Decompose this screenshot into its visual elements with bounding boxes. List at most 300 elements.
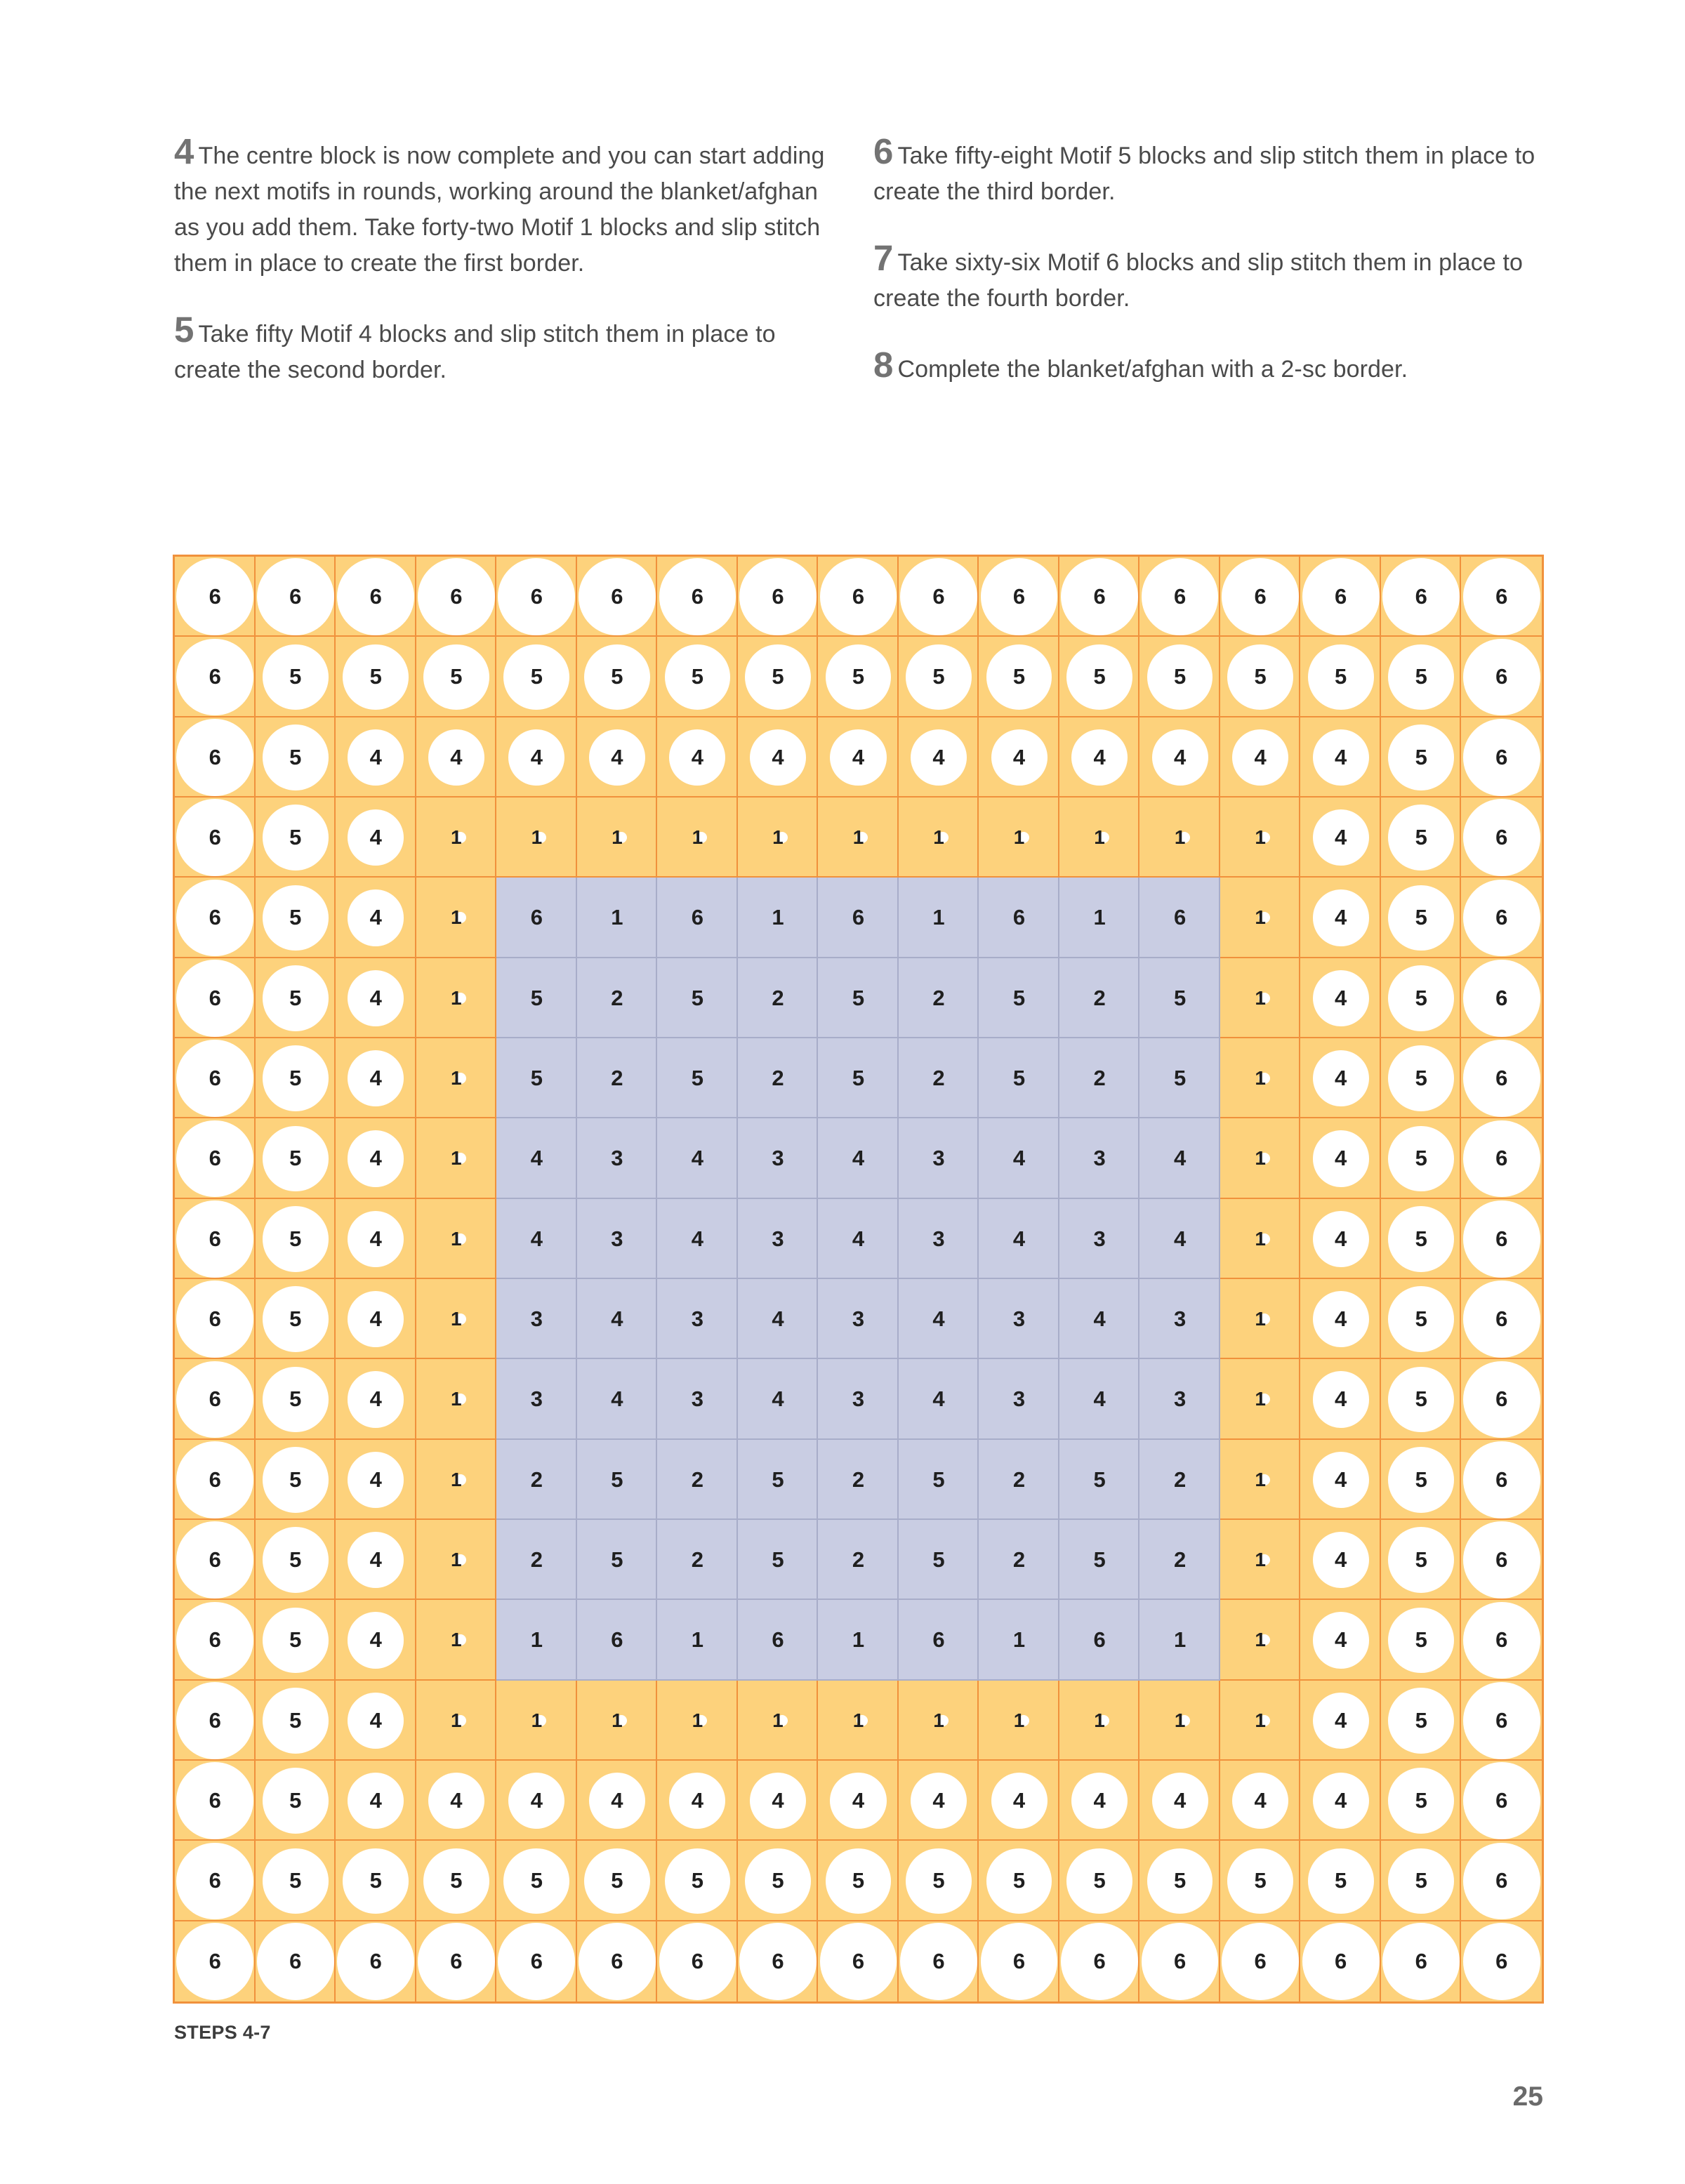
motif-number: 4: [830, 729, 886, 786]
motif-number: 6: [176, 558, 253, 635]
motif-number: 5: [1388, 1206, 1454, 1272]
motif-number: 5: [1147, 644, 1213, 710]
motif-number: 6: [1463, 1762, 1540, 1839]
motif-cell: [1381, 1520, 1462, 1600]
step-number: 7: [873, 238, 894, 278]
motif-number: 6: [176, 1361, 253, 1438]
motif-cell: [657, 958, 738, 1038]
motif-cell: [738, 958, 819, 1038]
motif-number: 6: [1463, 1521, 1540, 1599]
motif-number: 4: [991, 729, 1048, 786]
motif-cell: [256, 1841, 336, 1921]
motif-cell: [416, 1600, 497, 1680]
motif-cell: [899, 1038, 979, 1118]
motif-number: 5: [1388, 1608, 1454, 1674]
motif-cell: [175, 1841, 256, 1921]
motif-number: 6: [1382, 558, 1460, 635]
motif-cell: [175, 1520, 256, 1600]
motif-number: 4: [508, 1773, 564, 1829]
motif-cell: [496, 958, 577, 1038]
motif-cell: [1381, 1681, 1462, 1761]
motif-cell: [175, 637, 256, 717]
motif-number: 6: [176, 1120, 253, 1198]
motif-number: 4: [1313, 809, 1369, 866]
motif-cell: [1220, 798, 1301, 878]
motif-number: 4: [691, 1226, 704, 1251]
motif-number: 5: [1147, 1848, 1213, 1914]
motif-cell: [1461, 557, 1542, 637]
motif-cell: [738, 1520, 819, 1600]
motif-number: 6: [579, 558, 656, 635]
motif-cell: [336, 1681, 416, 1761]
motif-number: 3: [611, 1226, 623, 1251]
motif-number: 6: [176, 1040, 253, 1117]
motif-number: 5: [263, 885, 329, 951]
motif-cell: [899, 1921, 979, 2001]
motif-cell: [175, 1600, 256, 1680]
motif-cell: [899, 1199, 979, 1279]
motif-number: 1: [1094, 1709, 1105, 1731]
motif-cell: [1461, 1440, 1542, 1520]
motif-number: 1: [451, 1388, 462, 1410]
motif-cell: [818, 1279, 899, 1359]
motif-cell: [738, 1199, 819, 1279]
motif-number: 5: [691, 1066, 704, 1091]
motif-number: 1: [530, 1627, 543, 1653]
motif-number: 5: [1388, 1286, 1454, 1352]
motif-cell: [979, 1761, 1059, 1841]
motif-cell: [1461, 717, 1542, 798]
motif-cell: [979, 958, 1059, 1038]
motif-number: 1: [933, 826, 944, 849]
motif-cell: [1139, 1520, 1220, 1600]
motif-cell: [899, 1440, 979, 1520]
motif-number: 5: [263, 1848, 329, 1914]
motif-cell: [1059, 1761, 1140, 1841]
motif-number: 6: [1463, 1441, 1540, 1518]
motif-number: 1: [772, 1709, 784, 1731]
motif-number: 4: [348, 889, 404, 946]
motif-cell: [818, 1681, 899, 1761]
motif-cell: [1381, 798, 1462, 878]
motif-cell: [336, 1921, 416, 2001]
motif-number: 5: [932, 1547, 945, 1573]
step-4: [174, 131, 848, 282]
motif-number: 6: [176, 799, 253, 876]
motif-cell: [496, 557, 577, 637]
motif-cell: [979, 637, 1059, 717]
motif-number: 6: [1463, 1602, 1540, 1679]
motif-cell: [657, 717, 738, 798]
motif-number: 1: [1255, 1067, 1266, 1090]
motif-cell: [899, 637, 979, 717]
page-number: 25: [1512, 2082, 1543, 2112]
motif-number: 3: [1012, 1386, 1026, 1412]
motif-number: 6: [1093, 1627, 1106, 1653]
motif-cell: [1381, 1440, 1462, 1520]
motif-number: 3: [1093, 1226, 1106, 1251]
motif-cell: [175, 1359, 256, 1439]
motif-number: 1: [451, 1067, 462, 1090]
motif-cell: [818, 1520, 899, 1600]
motif-cell: [738, 798, 819, 878]
motif-number: 1: [1173, 1627, 1187, 1653]
motif-number: 4: [691, 1146, 704, 1171]
motif-number: 6: [852, 905, 865, 930]
motif-number: 6: [176, 1762, 253, 1839]
motif-cell: [899, 878, 979, 958]
motif-cell: [256, 1681, 336, 1761]
motif-cell: [416, 798, 497, 878]
motif-cell: [256, 1279, 336, 1359]
motif-number: 6: [1222, 558, 1299, 635]
motif-number: 4: [348, 1371, 404, 1427]
motif-cell: [1220, 1681, 1301, 1761]
motif-cell: [1300, 798, 1381, 878]
motif-cell: [336, 1841, 416, 1921]
motif-cell: [1139, 878, 1220, 958]
motif-number: 6: [739, 1923, 817, 2000]
motif-number: 4: [611, 1306, 623, 1332]
motif-cell: [1300, 1921, 1381, 2001]
motif-cell: [1139, 1118, 1220, 1198]
motif-number: 6: [1463, 1682, 1540, 1759]
motif-cell: [1139, 1199, 1220, 1279]
motif-cell: [1059, 1681, 1140, 1761]
motif-number: 5: [665, 1848, 731, 1914]
motif-cell: [336, 1279, 416, 1359]
motif-number: 1: [1255, 1629, 1266, 1651]
motif-number: 1: [1255, 1468, 1266, 1490]
motif-cell: [256, 717, 336, 798]
motif-cell: [1381, 878, 1462, 958]
motif-number: 4: [1313, 889, 1369, 946]
motif-cell: [336, 878, 416, 958]
motif-cell: [1220, 1921, 1301, 2001]
motif-cell: [738, 1841, 819, 1921]
motif-number: 4: [348, 1452, 404, 1508]
motif-number: 5: [263, 1447, 329, 1513]
motif-number: 4: [589, 729, 645, 786]
motif-number: 6: [1302, 1923, 1380, 2000]
motif-cell: [1381, 1199, 1462, 1279]
motif-cell: [416, 1841, 497, 1921]
motif-number: 4: [1071, 1773, 1128, 1829]
motif-cell: [336, 798, 416, 878]
motif-number: 1: [451, 1549, 462, 1571]
motif-number: 5: [772, 1467, 784, 1492]
motif-cell: [416, 1440, 497, 1520]
motif-number: 6: [659, 1923, 736, 2000]
motif-cell: [336, 1359, 416, 1439]
motif-number: 3: [691, 1306, 704, 1332]
instructions-right-column: [873, 131, 1547, 422]
motif-number: 5: [1173, 1066, 1187, 1091]
motif-number: 1: [451, 1629, 462, 1651]
motif-number: 6: [176, 1521, 253, 1599]
motif-number: 5: [584, 644, 650, 710]
motif-cell: [899, 557, 979, 637]
motif-cell: [1220, 1118, 1301, 1198]
motif-cell: [1059, 557, 1140, 637]
motif-cell: [1461, 637, 1542, 717]
motif-number: 2: [772, 985, 784, 1010]
motif-cell: [1059, 1199, 1140, 1279]
motif-cell: [496, 1841, 577, 1921]
motif-number: 1: [1255, 1227, 1266, 1250]
motif-cell: [1300, 1600, 1381, 1680]
motif-number: 4: [932, 1386, 945, 1412]
motif-cell: [577, 1600, 658, 1680]
motif-number: 6: [900, 1923, 977, 2000]
motif-cell: [577, 798, 658, 878]
motif-cell: [818, 1359, 899, 1439]
motif-number: 4: [348, 1050, 404, 1106]
motif-cell: [738, 1921, 819, 2001]
motif-cell: [1300, 637, 1381, 717]
motif-number: 4: [1313, 1452, 1369, 1508]
motif-cell: [577, 958, 658, 1038]
motif-cell: [818, 878, 899, 958]
motif-number: 6: [1302, 558, 1380, 635]
motif-number: 4: [428, 729, 484, 786]
motif-number: 5: [1388, 1447, 1454, 1513]
motif-number: 3: [772, 1226, 784, 1251]
motif-cell: [1059, 1359, 1140, 1439]
motif-number: 5: [1388, 1688, 1454, 1754]
motif-cell: [979, 1841, 1059, 1921]
motif-cell: [738, 557, 819, 637]
chart-caption: STEPS 4-7: [174, 2022, 271, 2043]
motif-cell: [738, 878, 819, 958]
motif-cell: [979, 878, 1059, 958]
motif-number: 4: [348, 809, 404, 866]
motif-number: 3: [1012, 1306, 1026, 1332]
motif-number: 1: [451, 1147, 462, 1170]
motif-number: 2: [932, 1066, 945, 1091]
motif-number: 3: [772, 1146, 784, 1171]
motif-cell: [577, 717, 658, 798]
motif-cell: [1220, 958, 1301, 1038]
motif-number: 5: [691, 985, 704, 1010]
motif-number: 6: [1142, 1923, 1219, 2000]
motif-cell: [1220, 1600, 1301, 1680]
motif-cell: [657, 1841, 738, 1921]
motif-cell: [416, 557, 497, 637]
motif-number: 2: [1093, 985, 1106, 1010]
motif-cell: [657, 1279, 738, 1359]
motif-number: 4: [348, 1773, 404, 1829]
motif-number: 5: [1093, 1467, 1106, 1492]
motif-number: 5: [263, 1045, 329, 1111]
motif-cell: [336, 1520, 416, 1600]
motif-cell: [1381, 1600, 1462, 1680]
motif-cell: [1220, 717, 1301, 798]
motif-cell: [256, 1520, 336, 1600]
motif-number: 6: [611, 1627, 623, 1653]
motif-cell: [899, 1359, 979, 1439]
motif-number: 6: [176, 1441, 253, 1518]
motif-cell: [336, 637, 416, 717]
motif-number: 3: [852, 1386, 865, 1412]
motif-cell: [1461, 1359, 1542, 1439]
step-6: [873, 131, 1547, 210]
motif-cell: [979, 1118, 1059, 1198]
step-8: [873, 345, 1547, 388]
motif-number: 6: [176, 719, 253, 796]
motif-cell: [175, 1118, 256, 1198]
motif-cell: [1059, 878, 1140, 958]
motif-number: 1: [1094, 826, 1105, 849]
motif-cell: [496, 878, 577, 958]
motif-cell: [496, 798, 577, 878]
motif-cell: [979, 717, 1059, 798]
motif-number: 4: [1313, 1050, 1369, 1106]
motif-number: 5: [1066, 644, 1132, 710]
motif-number: 6: [1463, 1200, 1540, 1278]
motif-cell: [738, 1118, 819, 1198]
motif-cell: [175, 557, 256, 637]
motif-cell: [256, 798, 336, 878]
motif-cell: [496, 1118, 577, 1198]
motif-cell: [496, 1681, 577, 1761]
motif-cell: [256, 1600, 336, 1680]
motif-cell: [738, 717, 819, 798]
motif-cell: [1381, 1761, 1462, 1841]
motif-number: 4: [1232, 1773, 1288, 1829]
motif-cell: [1300, 1118, 1381, 1198]
motif-number: 4: [530, 1226, 543, 1251]
motif-number: 5: [263, 965, 329, 1031]
motif-cell: [1220, 1761, 1301, 1841]
motif-number: 2: [932, 985, 945, 1010]
motif-number: 1: [692, 826, 703, 849]
motif-number: 6: [498, 558, 575, 635]
motif-number: 1: [1255, 826, 1266, 849]
motif-cell: [336, 557, 416, 637]
motif-number: 6: [176, 1843, 253, 1920]
motif-number: 5: [1308, 1848, 1374, 1914]
step-text: The centre block is now complete and you can start adding the next motifs in rounds, working around the blanket/afghan as you add them. Take forty-two Motif 1 blocks and slip stitch them in place to create the first border.: [174, 143, 825, 277]
motif-number: 3: [530, 1386, 543, 1412]
motif-number: 6: [176, 1602, 253, 1679]
motif-cell: [256, 1761, 336, 1841]
motif-number: 1: [1174, 1709, 1186, 1731]
motif-cell: [1220, 1038, 1301, 1118]
motif-number: 1: [1013, 826, 1025, 849]
motif-cell: [175, 1921, 256, 2001]
motif-cell: [657, 1520, 738, 1600]
motif-cell: [1139, 1761, 1220, 1841]
motif-cell: [979, 1600, 1059, 1680]
motif-number: 3: [1173, 1386, 1187, 1412]
motif-number: 1: [692, 1709, 703, 1731]
motif-cell: [577, 1921, 658, 2001]
motif-cell: [657, 1761, 738, 1841]
motif-cell: [979, 1520, 1059, 1600]
motif-cell: [1059, 1118, 1140, 1198]
motif-cell: [818, 717, 899, 798]
motif-cell: [1300, 1440, 1381, 1520]
motif-cell: [1059, 1279, 1140, 1359]
motif-number: 5: [263, 805, 329, 871]
motif-cell: [738, 1038, 819, 1118]
motif-number: 4: [852, 1146, 865, 1171]
motif-number: 1: [1093, 905, 1106, 930]
motif-cell: [818, 1761, 899, 1841]
motif-number: 4: [508, 729, 564, 786]
motif-cell: [657, 1681, 738, 1761]
motif-number: 6: [1012, 905, 1026, 930]
motif-cell: [1139, 637, 1220, 717]
motif-cell: [336, 958, 416, 1038]
motif-cell: [256, 1199, 336, 1279]
motif-number: 3: [932, 1226, 945, 1251]
motif-cell: [657, 1038, 738, 1118]
motif-number: 6: [418, 558, 495, 635]
step-number: 6: [873, 131, 894, 171]
motif-number: 4: [1152, 1773, 1208, 1829]
motif-number: 4: [1313, 1612, 1369, 1668]
motif-cell: [416, 1359, 497, 1439]
motif-cell: [1381, 557, 1462, 637]
motif-cell: [1059, 1038, 1140, 1118]
motif-cell: [336, 1199, 416, 1279]
motif-number: 6: [176, 1200, 253, 1278]
motif-cell: [256, 958, 336, 1038]
motif-cell: [899, 798, 979, 878]
motif-cell: [1220, 557, 1301, 637]
motif-cell: [1461, 878, 1542, 958]
motif-number: 6: [1173, 905, 1187, 930]
motif-cell: [1220, 878, 1301, 958]
motif-number: 2: [530, 1547, 543, 1573]
motif-number: 4: [611, 1386, 623, 1412]
motif-cell: [899, 1841, 979, 1921]
motif-cell: [1461, 1600, 1542, 1680]
motif-number: 6: [1463, 558, 1540, 635]
motif-number: 4: [911, 729, 967, 786]
motif-number: 6: [1463, 799, 1540, 876]
motif-cell: [577, 1279, 658, 1359]
motif-cell: [1300, 1761, 1381, 1841]
motif-cell: [1381, 1118, 1462, 1198]
motif-cell: [657, 1199, 738, 1279]
motif-number: 6: [176, 880, 253, 957]
motif-cell: [899, 1118, 979, 1198]
motif-number: 5: [852, 1066, 865, 1091]
motif-cell: [496, 1761, 577, 1841]
motif-cell: [818, 1600, 899, 1680]
motif-cell: [1059, 717, 1140, 798]
motif-number: 6: [1463, 1361, 1540, 1438]
motif-number: 4: [772, 1386, 784, 1412]
motif-cell: [979, 557, 1059, 637]
motif-cell: [1461, 1520, 1542, 1600]
motif-number: 6: [257, 1923, 334, 2000]
motif-number: 4: [589, 1773, 645, 1829]
motif-cell: [336, 1761, 416, 1841]
motif-cell: [1059, 1600, 1140, 1680]
step-5: [174, 310, 848, 388]
motif-number: 1: [852, 826, 864, 849]
motif-number: 5: [530, 985, 543, 1010]
motif-number: 4: [669, 1773, 725, 1829]
motif-cell: [1461, 1279, 1542, 1359]
motif-number: 5: [1388, 1126, 1454, 1192]
motif-cell: [657, 1440, 738, 1520]
motif-cell: [416, 958, 497, 1038]
